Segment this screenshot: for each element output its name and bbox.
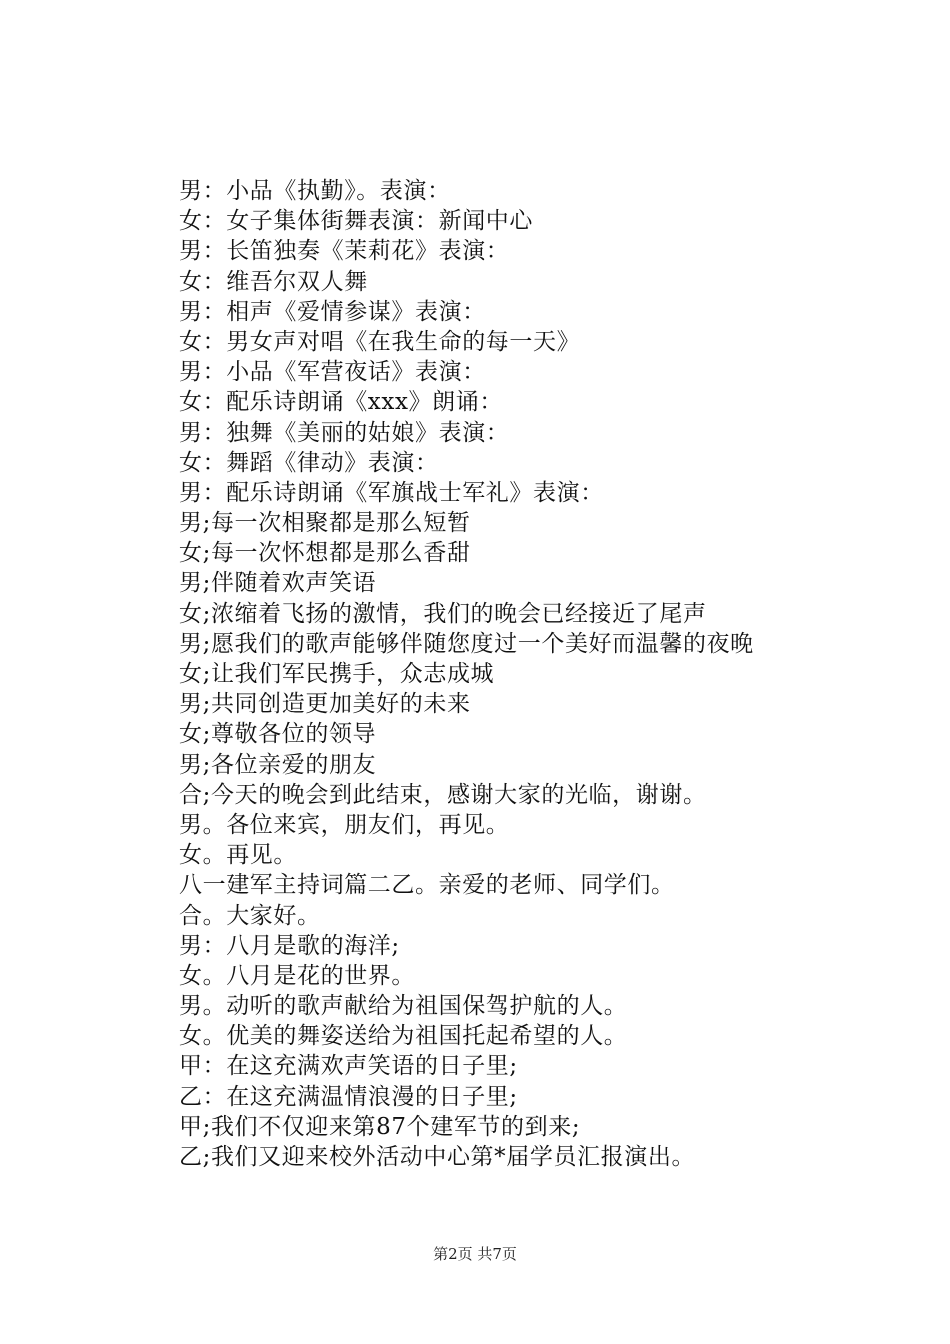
- text-line: 女;每一次怀想都是那么香甜: [179, 540, 471, 567]
- text-line: 男：小品《执勤》。表演：: [179, 178, 451, 204]
- text-line: 男;伴随着欢声笑语: [179, 570, 377, 597]
- text-line: 男;各位亲爱的朋友: [179, 751, 377, 778]
- text-line: 女：男女声对唱《在我生命的每一天》: [179, 328, 581, 355]
- text-line: 女：舞蹈《律动》表演：: [179, 449, 439, 476]
- text-line: 男：相声《爱情参谋》表演：: [179, 298, 486, 325]
- section-title-line: 八一建军主持词篇二乙。亲爱的老师、同学们。: [179, 872, 675, 899]
- text-line: 乙：在这充满温情浪漫的日子里;: [179, 1083, 518, 1110]
- text-line: 甲：在这充满欢声笑语的日子里;: [179, 1053, 518, 1080]
- text-line: 男;共同创造更加美好的未来: [179, 691, 471, 718]
- text-line: 男;愿我们的歌声能够伴随您度过一个美好而温馨的夜晚: [179, 630, 754, 657]
- text-line: 女。再见。: [179, 842, 297, 869]
- text-line: 女：配乐诗朗诵《xxx》朗诵：: [179, 389, 503, 416]
- text-line: 男。动听的歌声献给为祖国保驾护航的人。: [179, 993, 628, 1020]
- text-line: 男：长笛独奏《茉莉花》表演：: [179, 238, 510, 265]
- text-line: 女。八月是花的世界。: [179, 962, 415, 989]
- text-line: 女;让我们军民携手，众志成城: [179, 661, 495, 687]
- text-line: 合;今天的晚会到此结束，感谢大家的光临，谢谢。: [179, 781, 707, 808]
- text-line: 男。各位来宾，朋友们，再见。: [179, 811, 510, 838]
- text-line: 女。优美的舞姿送给为祖国托起希望的人。: [179, 1023, 628, 1050]
- text-line: 男：八月是歌的海洋;: [179, 932, 400, 959]
- text-line: 女：维吾尔双人舞: [179, 268, 368, 295]
- text-line: 男;每一次相聚都是那么短暂: [179, 510, 471, 537]
- page-number: 第2页 共7页: [433, 1245, 517, 1263]
- text-line: 女;浓缩着飞扬的激情，我们的晚会已经接近了尾声: [179, 600, 707, 627]
- text-line: 女：女子集体街舞表演：新闻中心: [179, 208, 533, 235]
- text-line: 乙;我们又迎来校外活动中心第*届学员汇报演出。: [179, 1144, 696, 1170]
- text-line: 男：独舞《美丽的姑娘》表演：: [179, 419, 510, 446]
- text-line: 男：小品《军营夜话》表演：: [179, 359, 486, 386]
- text-line: 女;尊敬各位的领导: [179, 721, 377, 748]
- text-line: 甲;我们不仅迎来第87个建军节的到来;: [179, 1113, 581, 1140]
- text-line: 合。大家好。: [179, 902, 321, 929]
- document-body: [179, 176, 879, 1172]
- text-line: 男：配乐诗朗诵《军旗战士军礼》表演：: [179, 479, 604, 506]
